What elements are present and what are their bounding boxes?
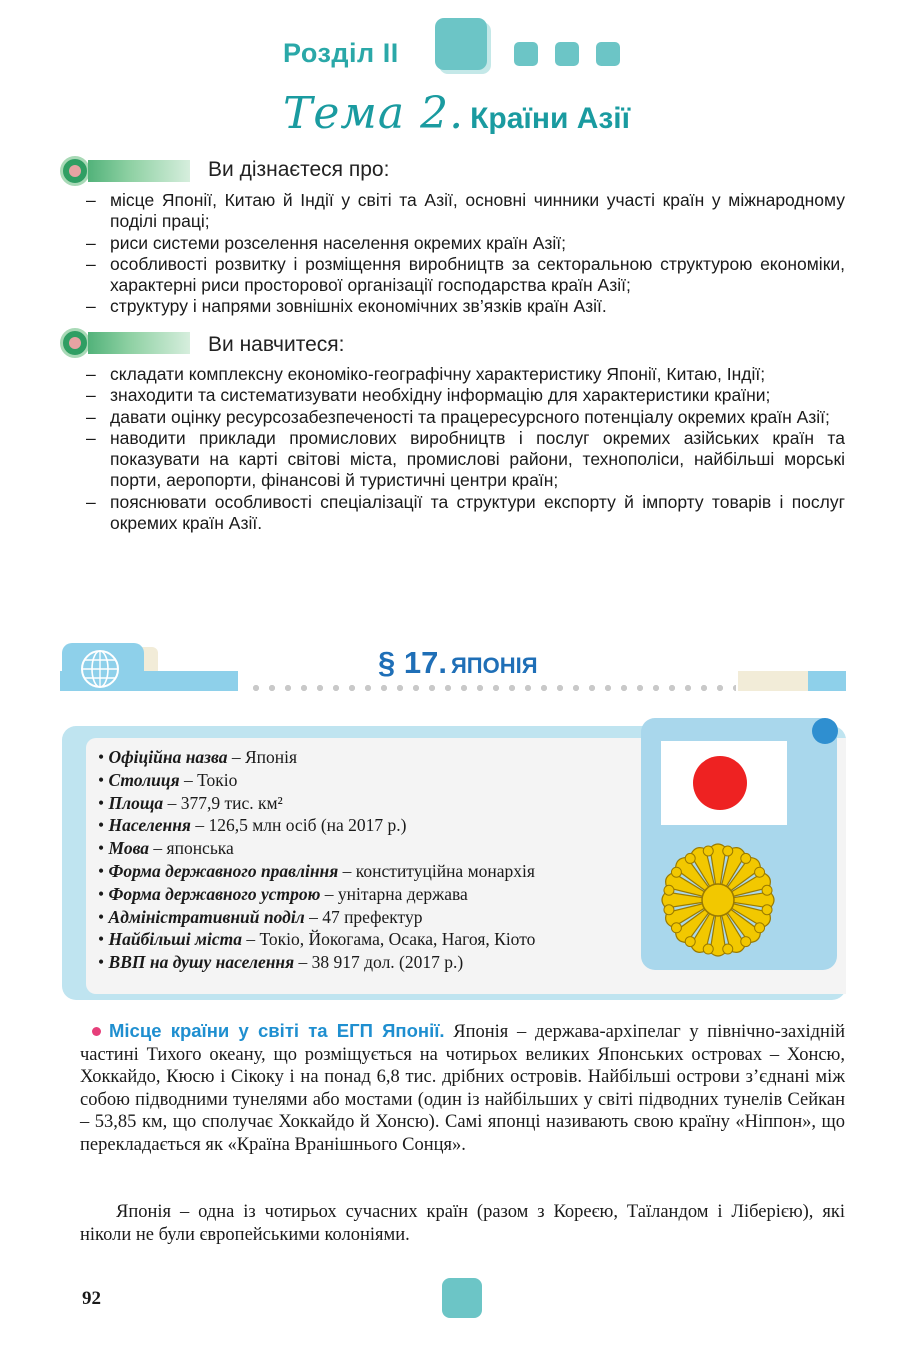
topic-title — [283, 88, 630, 139]
fact-item: • Населення – 126,5 млн осіб (на 2017 р.) — [98, 815, 407, 836]
fact-item: • Мова – японська — [98, 838, 234, 859]
skills-block-list — [82, 364, 845, 534]
decor-square-small-2 — [555, 42, 579, 66]
learn-block-list — [82, 190, 845, 318]
section-label: Розділ ІІ — [283, 38, 399, 68]
seal-petal-tip — [671, 867, 681, 877]
list-item: – особливості розвитку і розміщення виробництв за секторальною структурою економіки, характерні риси просторової організації господарства країн Азії; — [82, 254, 845, 297]
fact-item: • Адміністративний поділ – 47 префектур — [98, 906, 423, 927]
learn-block-icon — [60, 156, 90, 186]
fact-item: • ВВП на душу населення – 38 917 дол. (2017 р.) — [98, 952, 464, 973]
symbols-panel-dot — [812, 718, 838, 744]
learn-block-heading: Ви дізнаєтеся про: — [208, 158, 390, 181]
footer-square — [442, 1278, 482, 1318]
paragraph-name: ЯПОНІЯ — [450, 653, 538, 678]
fact-item: • Форма державного устрою – унітарна держава — [98, 883, 468, 904]
list-item: – структуру і напрями зовнішніх економічних зв’язків країн Азії. — [82, 296, 845, 317]
fact-item: • Столиця – Токіо — [98, 769, 238, 790]
list-item: – місце Японії, Китаю й Індії у світі та Азії, основні чинники участі країн у міжнародному поділі праці; — [82, 190, 845, 233]
seal-petal-tip — [685, 937, 695, 947]
paragraph-title — [378, 645, 538, 681]
seal-petal-tip — [723, 944, 733, 954]
seal-petal-tip — [671, 923, 681, 933]
list-item: – пояснювати особливості спеціалізації та структури експорту й імпорту товарів і послуг окремих країн Азії. — [82, 492, 845, 535]
fact-item: • Форма державного правління – конституційна монархія — [98, 860, 535, 881]
seal-petal-tip — [762, 905, 772, 915]
seal-petal-tip — [755, 867, 765, 877]
paragraph-number: § 17. — [378, 645, 447, 680]
seal-petal-tip — [703, 846, 713, 856]
fact-item: • Офіційна назва – Японія — [98, 747, 298, 767]
decor-square-large — [435, 18, 487, 70]
seal-petal-tip — [755, 923, 765, 933]
paragraph-bar-right-beige — [738, 671, 808, 691]
section-bullet-icon — [92, 1027, 101, 1036]
imperial-seal-icon — [660, 842, 776, 958]
fact-item: • Найбільші міста – Токіо, Йокогама, Осака, Нагоя, Кіото — [98, 929, 536, 950]
fact-item: • Площа – 377,9 тис. км² — [98, 792, 283, 813]
list-item: – складати комплексну економіко-географічну характеристику Японії, Китаю, Індії; — [82, 364, 845, 385]
decor-square-small-3 — [596, 42, 620, 66]
fact-list — [98, 746, 535, 974]
topic-number: Тема 2. — [283, 88, 465, 139]
seal-petal-tip — [685, 853, 695, 863]
seal-petal-tip — [723, 846, 733, 856]
body-paragraph-2: Японія – одна із чотирьох сучасних країн (разом з Кореєю, Таїландом і Ліберією), які ніколи не були європейськими колоніями. — [80, 1202, 845, 1245]
seal-petal-tip — [762, 885, 772, 895]
topic-name: Країни Азії — [470, 102, 631, 135]
body-paragraph-1-text: Японія – держава-архіпелаг у північно-західній частині Тихого океану, що розміщується на чотирьох великих Японських островах – Хонсю, Хоккайдо, Кюсю і Сікоку і на понад 6,8 тис. дрібних островів. Найбільші острови з’єднані між собою підводними тунелями або мостами (один із найбільших у світі підводних тунелів Сейкан – 53,85 км, що сполучає Хоккайдо й Хонсю). Самі японці називають свою країну «Ніппон», що перекладається як «Країна Вранішнього Сонця». — [80, 1022, 846, 1155]
learn-block-bar — [88, 160, 190, 182]
decor-square-small-1 — [514, 42, 538, 66]
paragraph-bar-right-blue — [808, 671, 846, 691]
seal-petal-tip — [703, 944, 713, 954]
globe-icon — [78, 647, 122, 691]
seal-petal-tip — [664, 905, 674, 915]
seal-petal-tip — [741, 853, 751, 863]
page-number: 92 — [82, 1288, 101, 1309]
skills-block-bar — [88, 332, 190, 354]
list-item: – риси системи розселення населення окремих країн Азії; — [82, 233, 845, 254]
list-item: – давати оцінку ресурсозабезпеченості та працересурсного потенціалу окремих країн Азії; — [82, 407, 845, 428]
body-subhead: Місце країни у світі та ЕГП Японії. — [109, 1020, 445, 1041]
japan-flag-sun — [693, 756, 747, 810]
skills-block-heading: Ви навчитеся: — [208, 333, 345, 356]
list-item: – знаходити та систематизувати необхідну інформацію для характеристики країни; — [82, 385, 845, 406]
skills-block-icon — [60, 328, 90, 358]
seal-petal-tip — [741, 937, 751, 947]
paragraph-dots — [248, 683, 736, 693]
body-paragraph-1 — [80, 1020, 845, 1156]
seal-petal-tip — [664, 885, 674, 895]
list-item: – наводити приклади промислових виробництв і послуг окремих азійських країн та показувати на карті світові міста, промислові райони, технополіси, найбільші морські порти, аеропорти, фінансові й туристичні центри країн; — [82, 428, 845, 492]
